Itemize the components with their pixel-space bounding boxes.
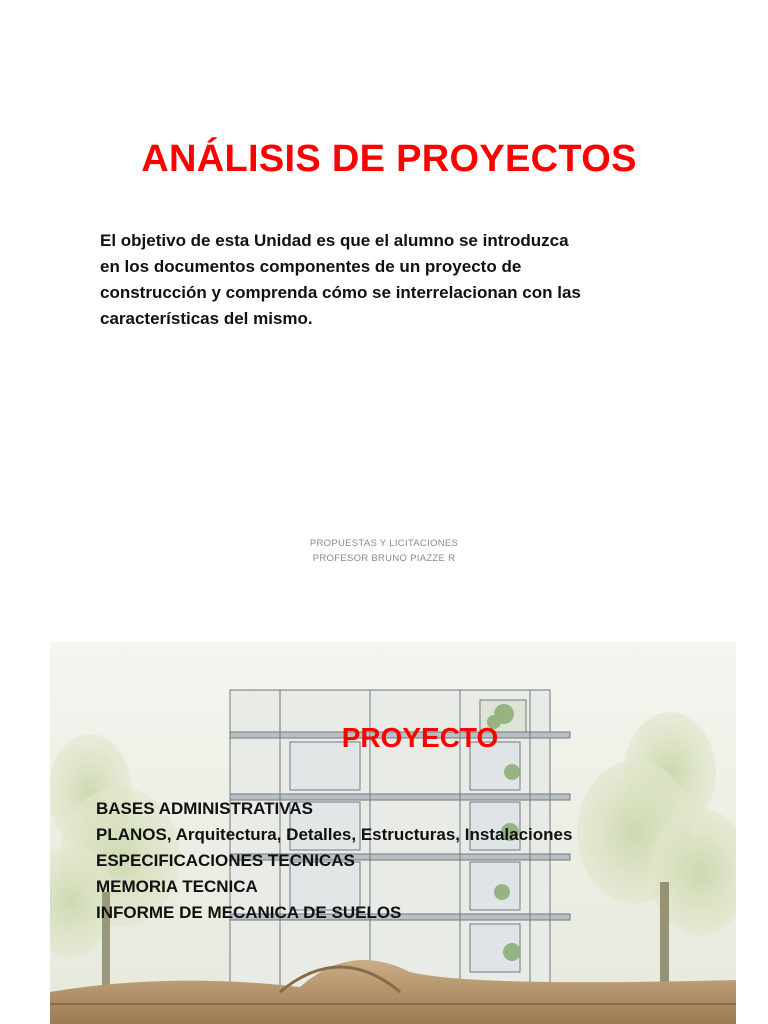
intro-line: características del mismo.	[100, 309, 313, 328]
intro-line: construcción y comprenda cómo se interrelacionan con las	[100, 283, 581, 302]
intro-line: El objetivo de esta Unidad es que el alumno se introduzca	[100, 231, 569, 250]
list-item: MEMORIA TECNICA	[96, 877, 258, 896]
project-documents-list	[96, 796, 716, 926]
slide-title: PROYECTO	[341, 722, 499, 753]
intro-line: en los documentos componentes de un proyecto de	[100, 257, 522, 276]
list-item: ESPECIFICACIONES TECNICAS	[96, 851, 355, 870]
list-item: INFORME DE MECANICA DE SUELOS	[96, 903, 402, 922]
slide-proyecto	[50, 642, 736, 1024]
intro-paragraph	[100, 228, 660, 332]
footer-professor: PROFESOR BRUNO PIAZZE R	[312, 553, 456, 564]
slide-title: ANÁLISIS DE PROYECTOS	[141, 138, 637, 180]
list-item: BASES ADMINISTRATIVAS	[96, 799, 313, 818]
list-item: PLANOS, Arquitectura, Detalles, Estructuras, Instalaciones	[96, 825, 573, 844]
slide-footer	[0, 536, 768, 566]
footer-course: PROPUESTAS Y LICITACIONES	[309, 538, 459, 549]
